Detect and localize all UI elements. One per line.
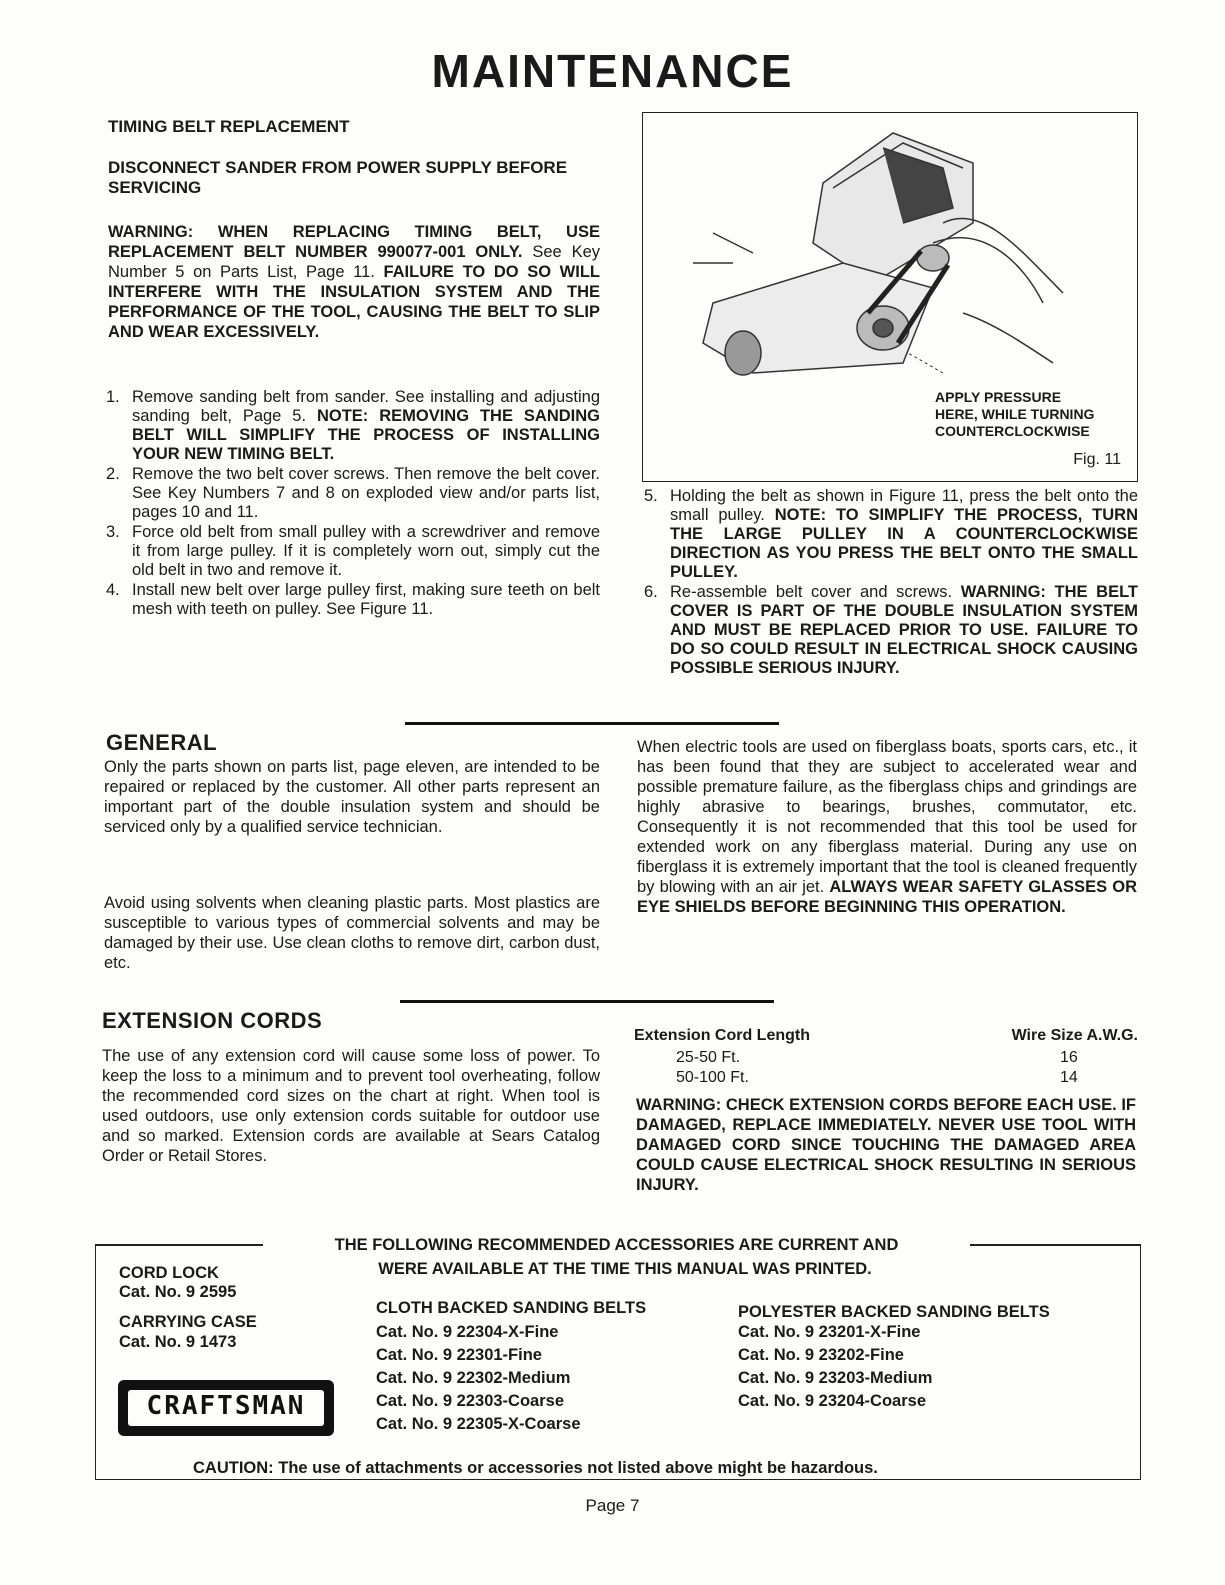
step-2: 2. Remove the two belt cover screws. Then remove the belt cover. See Key Numbers 7 and 8 on exploded view and/or parts list, pages 10 and 11. — [106, 465, 600, 521]
accessories-header-1: THE FOLLOWING RECOMMENDED ACCESSORIES ARE CURRENT AND — [334, 1236, 899, 1254]
list-item: Cat. No. 9 22301-Fine — [376, 1346, 542, 1364]
cloth-heading: CLOTH BACKED SANDING BELTS — [376, 1299, 647, 1317]
warning-bold: WARNING: WHEN REPLACING TIMING BELT, USE REPLACEMENT BELT NUMBER 990077-001 ONLY. — [108, 223, 600, 261]
table-row: 50-100 Ft. 14 — [676, 1069, 1078, 1086]
col-size: Wire Size A.W.G. — [1011, 1027, 1138, 1044]
step-3: 3. Force old belt from small pulley with a screwdriver and remove it from large pulley. If it is completely worn out, simply cut the old belt in two and remove it. — [106, 523, 600, 579]
warning-normal: See Key Number 5 on Parts List, Page 11. — [108, 243, 600, 281]
accessories-header-2: WERE AVAILABLE AT THE TIME THIS MANUAL WAS PRINTED. — [378, 1260, 872, 1278]
section-divider-2 — [400, 1000, 774, 1003]
general-heading: GENERAL — [106, 730, 218, 755]
extension-warning: WARNING: CHECK EXTENSION CORDS BEFORE EACH USE. IF DAMAGED, REPLACE IMMEDIATELY. NEVER USE TOOL WITH DAMAGED CORD SINCE TOUCHING THE DAMAGED AREA COULD CAUSE ELECTRICAL SHOCK RESULTING IN SERIOUS INJURY. — [636, 1096, 1136, 1194]
page-number: Page 7 — [585, 1496, 640, 1515]
craftsman-logo — [118, 1380, 334, 1436]
steps-left — [106, 388, 600, 619]
list-item: Cat. No. 9 22302-Medium — [376, 1369, 571, 1387]
disconnect-warning: DISCONNECT SANDER FROM POWER SUPPLY BEFORE SERVICING — [108, 158, 568, 197]
list-item: Cat. No. 9 22304-X-Fine — [376, 1323, 559, 1341]
extension-p1: The use of any extension cord will cause some loss of power. To keep the loss to a minimum and to prevent tool overheating, follow the recommended cord sizes on the chart at right. When tool is used outdoors, use only extension cords suitable for outdoor use and so marked. Extension cords are available at Sears Catalog Order or Retail Stores. — [102, 1047, 600, 1165]
timing-heading: TIMING BELT REPLACEMENT — [108, 117, 350, 136]
list-item: Cat. No. 9 23202-Fine — [738, 1346, 904, 1364]
extension-heading: EXTENSION CORDS — [102, 1008, 323, 1033]
timing-warning — [108, 222, 600, 342]
cord-lock-label: CORD LOCK — [119, 1264, 219, 1282]
list-item: Cat. No. 9 22303-Coarse — [376, 1392, 565, 1410]
step-1: 1. Remove sanding belt from sander. See installing and adjusting sanding belt, Page 5. NOTE: REMOVING THE SANDING BELT WILL SIMPLIFY THE PROCESS OF INSTALLING YOUR NEW TIMING BELT. — [106, 388, 600, 463]
cord-table — [634, 1027, 1138, 1089]
general-p2: Avoid using solvents when cleaning plastic parts. Most plastics are susceptible to various types of commercial solvents and may be damaged by their use. Use clean cloths to remove dirt, carbon dust, etc. — [104, 894, 600, 972]
section-divider — [405, 722, 779, 725]
logo-text: CRAFTSMAN — [146, 1391, 306, 1421]
caution-text: CAUTION: The use of attachments or accessories not listed above might be hazardous. — [193, 1459, 878, 1477]
carrying-case-label: CARRYING CASE — [119, 1313, 257, 1331]
list-item: Cat. No. 9 23201-X-Fine — [738, 1323, 921, 1341]
figure-label: Fig. 11 — [1073, 451, 1121, 468]
poly-list — [738, 1321, 932, 1413]
general-p3: When electric tools are used on fiberglass boats, sports cars, etc., it has been found that they are subject to accelerated wear and possible premature failure, as the fiberglass chips and grindings are highly abrasive to bearings, brushes, commutator, etc. Consequently it is not recommended that this tool be used for extended work on any fiberglass material. During any use on fiberglass it is extremely important that the tool is cleaned frequently by blowing with an air jet. ALWAYS WEAR SAFETY GLASSES OR EYE SHIELDS BEFORE BEGINNING THIS OPERATION. — [637, 738, 1137, 916]
figure-callout: APPLY PRESSURE HERE, WHILE TURNING COUNTERCLOCKWISE — [935, 389, 1095, 439]
box-top-left — [95, 1244, 263, 1246]
page-title: MAINTENANCE — [431, 45, 794, 97]
step-5: 5. Holding the belt as shown in Figure 11, press the belt onto the small pulley. NOTE: TO SIMPLIFY THE PROCESS, TURN THE LARGE PULLEY IN A COUNTERCLOCKWISE DIRECTION AS YOU PRESS THE BELT ONTO THE SMALL PULLEY. — [644, 487, 1138, 581]
step-4: 4. Install new belt over large pulley first, making sure teeth on belt mesh with teeth on pulley. See Figure 11. — [106, 581, 600, 618]
steps-right — [644, 487, 1138, 678]
list-item: Cat. No. 9 22305-X-Coarse — [376, 1415, 581, 1433]
general-p1: Only the parts shown on parts list, page eleven, are intended to be repaired or replaced by the customer. All other parts represent an important part of the double insulation system and should be serviced only by a qualified service technician. — [104, 758, 600, 836]
col-length: Extension Cord Length — [634, 1027, 810, 1044]
figure-11 — [642, 112, 1138, 482]
box-top-right — [970, 1244, 1141, 1246]
list-item: Cat. No. 9 23203-Medium — [738, 1369, 933, 1387]
table-row: 25-50 Ft. 16 — [676, 1049, 1078, 1066]
carrying-case-cat: Cat. No. 9 1473 — [119, 1333, 237, 1351]
cord-lock-cat: Cat. No. 9 2595 — [119, 1283, 237, 1301]
poly-heading: POLYESTER BACKED SANDING BELTS — [738, 1303, 1050, 1321]
list-item: Cat. No. 9 23204-Coarse — [738, 1392, 927, 1410]
warning-bold-2: FAILURE TO DO SO WILL INTERFERE WITH THE INSULATION SYSTEM AND THE PERFORMANCE OF THE TOOL, CAUSING THE BELT TO SLIP AND WEAR EXCESSIVELY. — [108, 263, 600, 341]
cloth-list — [376, 1321, 581, 1436]
step-6: 6. Re-assemble belt cover and screws. WARNING: THE BELT COVER IS PART OF THE DOUBLE INSULATION SYSTEM AND MUST BE REPLACED PRIOR TO USE. FAILURE TO DO SO COULD RESULT IN ELECTRICAL SHOCK CAUSING POSSIBLE SERIOUS INJURY. — [644, 583, 1139, 677]
